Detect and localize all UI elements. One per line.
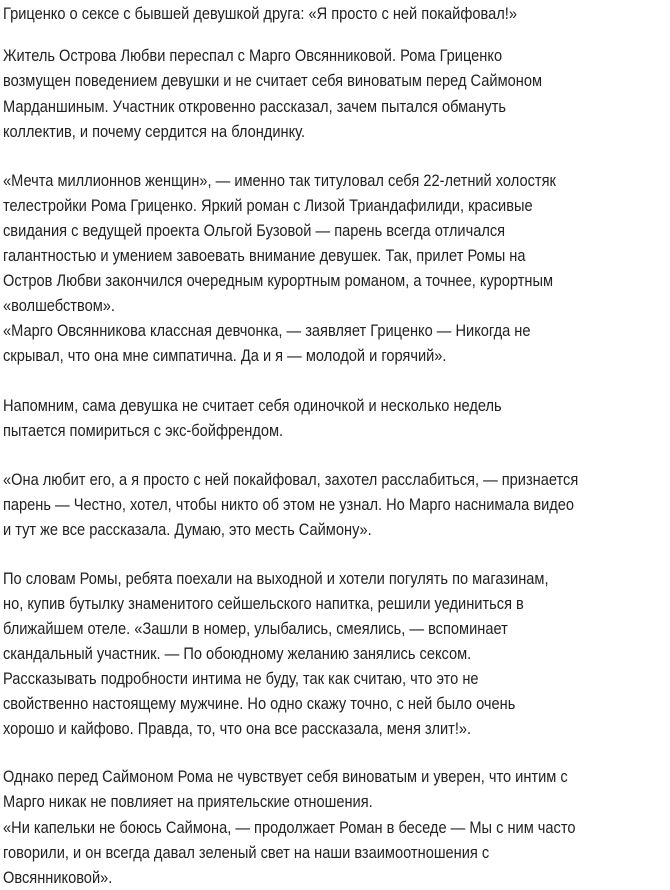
text-line: возмущен поведением девушки и не считает себя виноватым перед Саймоном: [3, 71, 543, 90]
text-line: телестройки Рома Гриценко. Яркий роман с Лизой Триандафилиди, красивые: [3, 196, 533, 215]
text-line: «Ни капельки не боюсь Саймона, — продолжает Роман в беседе — Мы с ним часто: [3, 818, 576, 837]
text-line: и тут же все рассказала. Думаю, это месть Саймону».: [3, 520, 372, 539]
text-line: хорошо и кайфово. Правда, то, что она все рассказала, меня злит!».: [3, 719, 472, 738]
text-line: «Марго Овсянникова классная девчонка, — заявляет Гриценко — Никогда не: [3, 321, 531, 340]
text-line: говорили, и он всегда давал зеленый свет на наши взаимоотношения с: [3, 843, 490, 862]
text-line: По словам Ромы, ребята поехали на выходной и хотели погулять по магазинам,: [3, 569, 549, 588]
text-line: пытается помириться с экс-бойфрендом.: [3, 421, 284, 440]
text-line: «волшебством».: [3, 296, 115, 315]
text-line: ближайшем отеле. «Зашли в номер, улыбались, смеялись, — вспоминает: [3, 619, 508, 638]
text-line: галантностью и умением завоевать внимание девушек. Так, прилет Ромы на: [3, 246, 526, 265]
text-line: «Она любит его, а я просто с ней покайфовал, захотел расслабиться, — признается: [3, 470, 579, 489]
text-line: «Мечта миллионнов женщин», — именно так титуловал себя 22-летний холостяк: [3, 171, 556, 190]
text-line: но, купив бутылку знаменитого сейшельского напитка, решили уединиться в: [3, 594, 524, 613]
article-title: Гриценко о сексе с бывшей девушкой друга: «Я просто с ней покайфовал!»: [3, 4, 517, 23]
text-line: скандальный участник. — По обоюдному желанию занялись сексом.: [3, 644, 472, 663]
text-line: Овсянниковой».: [3, 868, 113, 887]
text-line: Однако перед Саймоном Рома не чувствует себя виноватым и уверен, что интим с: [3, 767, 568, 786]
text-line: скрывал, что она мне симпатична. Да и я — молодой и горячий».: [3, 346, 447, 365]
text-line: парень — Честно, хотел, чтобы никто об этом не узнал. Но Марго наснимала видео: [3, 495, 575, 514]
text-line: Житель Острова Любви переспал с Марго Овсянниковой. Рома Гриценко: [3, 46, 503, 65]
text-line: Остров Любви закончился очередным курортным романом, а точнее, курортным: [3, 271, 554, 290]
text-line: Рассказывать подробности интима не буду, так как считаю, что это не: [3, 669, 479, 688]
text-line: коллектив, и почему сердится на блондинку.: [3, 122, 306, 141]
text-line: Марданшиным. Участник откровенно рассказал, зачем пытался обмануть: [3, 97, 507, 116]
text-line: Марго никак не повлияет на приятельские отношения.: [3, 792, 373, 811]
text-line: свойственно настоящему мужчине. Но одно скажу точно, с ней было очень: [3, 694, 516, 713]
text-line: Напомним, сама девушка не считает себя одиночкой и несколько недель: [3, 396, 502, 415]
text-line: свидания с ведущей проекта Ольгой Бузовой — парень всегда отличался: [3, 221, 506, 240]
